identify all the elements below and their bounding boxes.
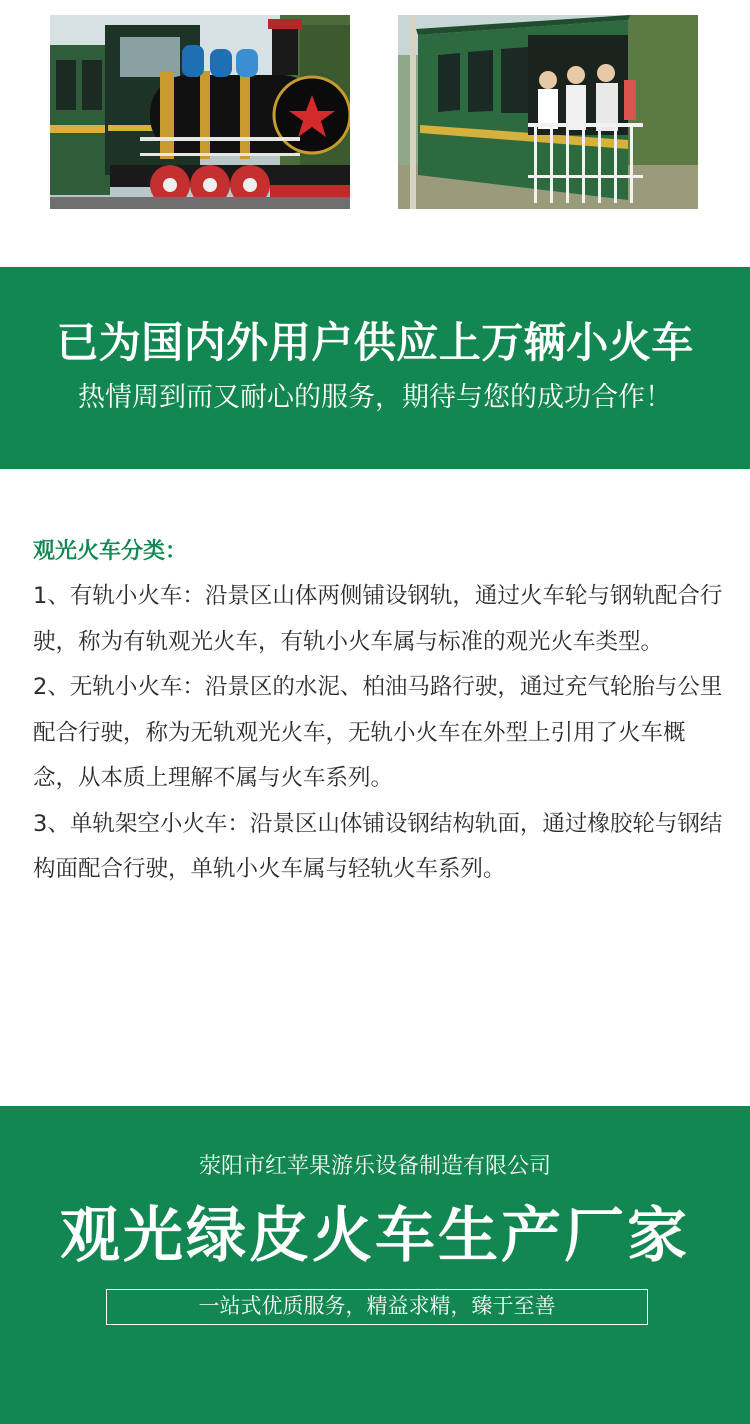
classification-item-monorail: 3、单轨架空小火车：沿景区山体铺设钢结构轨面，通过橡胶轮与钢结构面配合行驶，单轨小火车属与轻轨火车系列。: [33, 810, 723, 882]
train-classification: [33, 532, 725, 893]
manufacturer-footer: [0, 1106, 750, 1424]
banner-title: 已为国内外用户供应上万辆小火车: [56, 318, 694, 367]
footer-title: 观光绿皮火车生产厂家: [60, 1201, 690, 1271]
classification-item-rail: 1、有轨小火车：沿景区山体两侧铺设钢轨，通过火车轮与钢轨配合行驶，称为有轨观光火车，有轨小火车属与标准的观光火车类型。: [33, 583, 723, 655]
classification-heading: 观光火车分类：: [33, 539, 188, 564]
slogan-box: 一站式优质服务，精益求精，臻于至善: [106, 1289, 648, 1325]
carriage-photo: [398, 15, 698, 209]
supply-banner: [0, 267, 750, 469]
banner-subtitle: 热情周到而又耐心的服务，期待与您的成功合作！: [78, 382, 672, 413]
classification-item-trackless: 2、无轨小火车：沿景区的水泥、柏油马路行驶，通过充气轮胎与公里配合行驶，称为无轨观光火车，无轨小火车在外型上引用了火车概念，从本质上理解不属与火车系列。: [33, 674, 723, 791]
company-name: 荥阳市红苹果游乐设备制造有限公司: [198, 1154, 551, 1179]
locomotive-photo: [50, 15, 350, 209]
